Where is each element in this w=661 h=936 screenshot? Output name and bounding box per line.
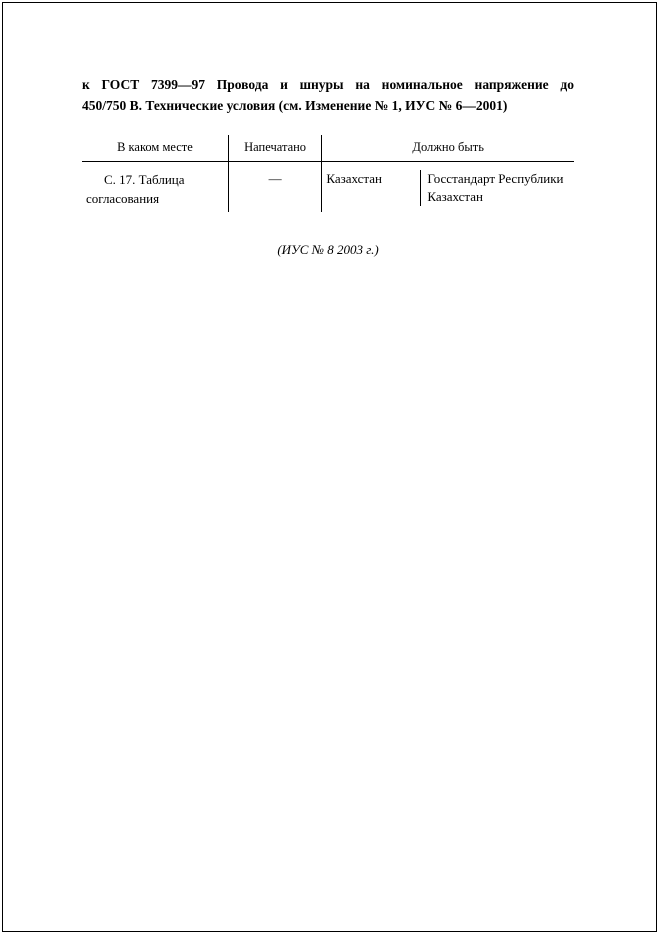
column-header-should: Должно быть: [322, 135, 574, 162]
cell-should-left-text: Казахстан: [326, 171, 382, 186]
cell-should-inner: [322, 170, 574, 206]
heading-line-2: 450/750 В. Технические условия (см. Изменение № 1, ИУС № 6—2001): [82, 98, 508, 113]
cell-place-text: С. 17. Таблица согласования: [86, 172, 185, 206]
corrections-table: [82, 135, 574, 212]
cell-should: [322, 162, 574, 213]
column-header-printed: Напечатано: [228, 135, 321, 162]
issue-note: (ИУС № 8 2003 г.): [277, 242, 379, 257]
cell-place: [82, 162, 228, 213]
heading-line-1: к ГОСТ 7399—97 Провода и шнуры на номинальное напряжение до: [82, 77, 574, 92]
document-content: [82, 75, 574, 258]
column-header-place: В каком месте: [82, 135, 228, 162]
document-heading: [82, 75, 574, 116]
cell-should-right-text: Госстандарт Республики Казахстан: [420, 170, 574, 206]
table-header-row: [82, 135, 574, 162]
table-row: [82, 162, 574, 213]
cell-printed: [228, 162, 321, 213]
cell-printed-text: —: [268, 171, 282, 186]
